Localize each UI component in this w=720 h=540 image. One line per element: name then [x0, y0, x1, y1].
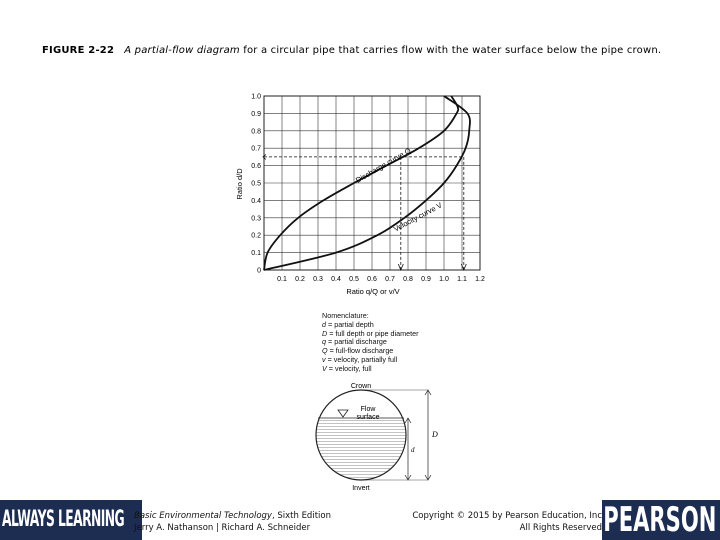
water-fill [310, 418, 414, 488]
y-tick-label: 0.5 [251, 180, 261, 188]
always-learning-logo: ALWAYS LEARNING [0, 500, 142, 540]
y-tick-label: 0.4 [251, 197, 261, 205]
copyright [380, 510, 602, 534]
nomenclature-text: = partial depth [326, 319, 374, 329]
nomenclature-symbol: d [322, 319, 326, 329]
y-tick-label: 0 [257, 267, 261, 275]
figure-caption-text: for a circular pipe that carries flow with the water surface below the pipe crown. [239, 45, 662, 56]
nomenclature-text: = full depth or pipe diameter [327, 328, 419, 338]
nomenclature-heading: Nomenclature: [322, 311, 369, 320]
flow-surface-label-2: surface [356, 414, 380, 421]
x-tick-label: 0.4 [331, 276, 341, 283]
x-tick-label: 0.7 [385, 276, 395, 283]
y-tick-label: 1.0 [251, 93, 261, 101]
figure-label: FIGURE 2-22 [42, 45, 115, 56]
y-tick-label: 0.1 [251, 250, 261, 258]
book-authors: Jerry A. Nathanson | Richard A. Schneider [134, 523, 311, 533]
y-tick-label: 0.9 [251, 110, 261, 118]
crown-label: Crown [350, 383, 372, 390]
pearson-logo: PEARSON [602, 500, 720, 540]
x-tick-label: 0.6 [367, 276, 377, 283]
x-tick-label: 0.2 [295, 276, 305, 283]
y-tick-label: 0.3 [251, 215, 261, 223]
diameter-label: D [432, 430, 438, 439]
nomenclature [322, 312, 419, 374]
figure-caption [42, 44, 682, 58]
copyright-line: Copyright © 2015 by Pearson Education, Inc [412, 511, 602, 521]
x-tick-label: 0.9 [421, 276, 431, 283]
nomenclature-symbol: q [322, 337, 326, 347]
chart-ticks [251, 94, 485, 284]
figure-caption-italic: A partial-flow diagram [124, 45, 240, 56]
book-edition: , Sixth Edition [271, 511, 331, 521]
flow-surface-label-1: Flow [360, 406, 376, 413]
chart-grid [264, 96, 480, 270]
nomenclature-symbol: v [322, 354, 326, 364]
book-info [134, 510, 331, 534]
chart-annotations [263, 146, 466, 270]
x-tick-label: 0.3 [313, 276, 323, 283]
x-tick-label: 0.8 [403, 276, 413, 283]
depth-label: d [411, 446, 415, 454]
y-axis-label: Ratio d/D [235, 168, 244, 200]
x-tick-label: 1.0 [439, 276, 449, 283]
water-surface-symbol [338, 410, 348, 417]
partial-flow-chart [228, 86, 498, 298]
y-tick-label: 0.8 [251, 128, 261, 136]
x-tick-label: 1.2 [475, 276, 485, 283]
pipe-cross-section [300, 380, 450, 492]
nomenclature-symbol: D [322, 328, 328, 338]
invert-label: Invert [352, 485, 370, 492]
y-tick-label: 0.2 [251, 232, 261, 240]
x-axis-label: Ratio q/Q or v/V [346, 287, 400, 296]
x-tick-label: 0.5 [349, 276, 359, 283]
nomenclature-item [322, 365, 419, 374]
nomenclature-symbol: V [322, 363, 327, 373]
x-tick-label: 0.1 [277, 276, 287, 283]
discharge-curve-label: Discharge curve Q [354, 145, 413, 185]
velocity-curve-label: Velocity curve V [392, 200, 444, 234]
nomenclature-text: = partial discharge [326, 337, 387, 347]
y-tick-label: 0.6 [251, 163, 261, 171]
x-tick-label: 1.1 [457, 276, 467, 283]
nomenclature-symbol: Q [322, 346, 328, 356]
nomenclature-text: = velocity, full [326, 363, 372, 373]
book-title: Basic Environmental Technology [134, 511, 272, 521]
rights-line: All Rights Reserved [519, 523, 602, 533]
y-tick-label: 0.7 [251, 145, 261, 153]
nomenclature-text: = velocity, partially full [325, 354, 398, 364]
nomenclature-text: = full-flow discharge [327, 346, 394, 356]
